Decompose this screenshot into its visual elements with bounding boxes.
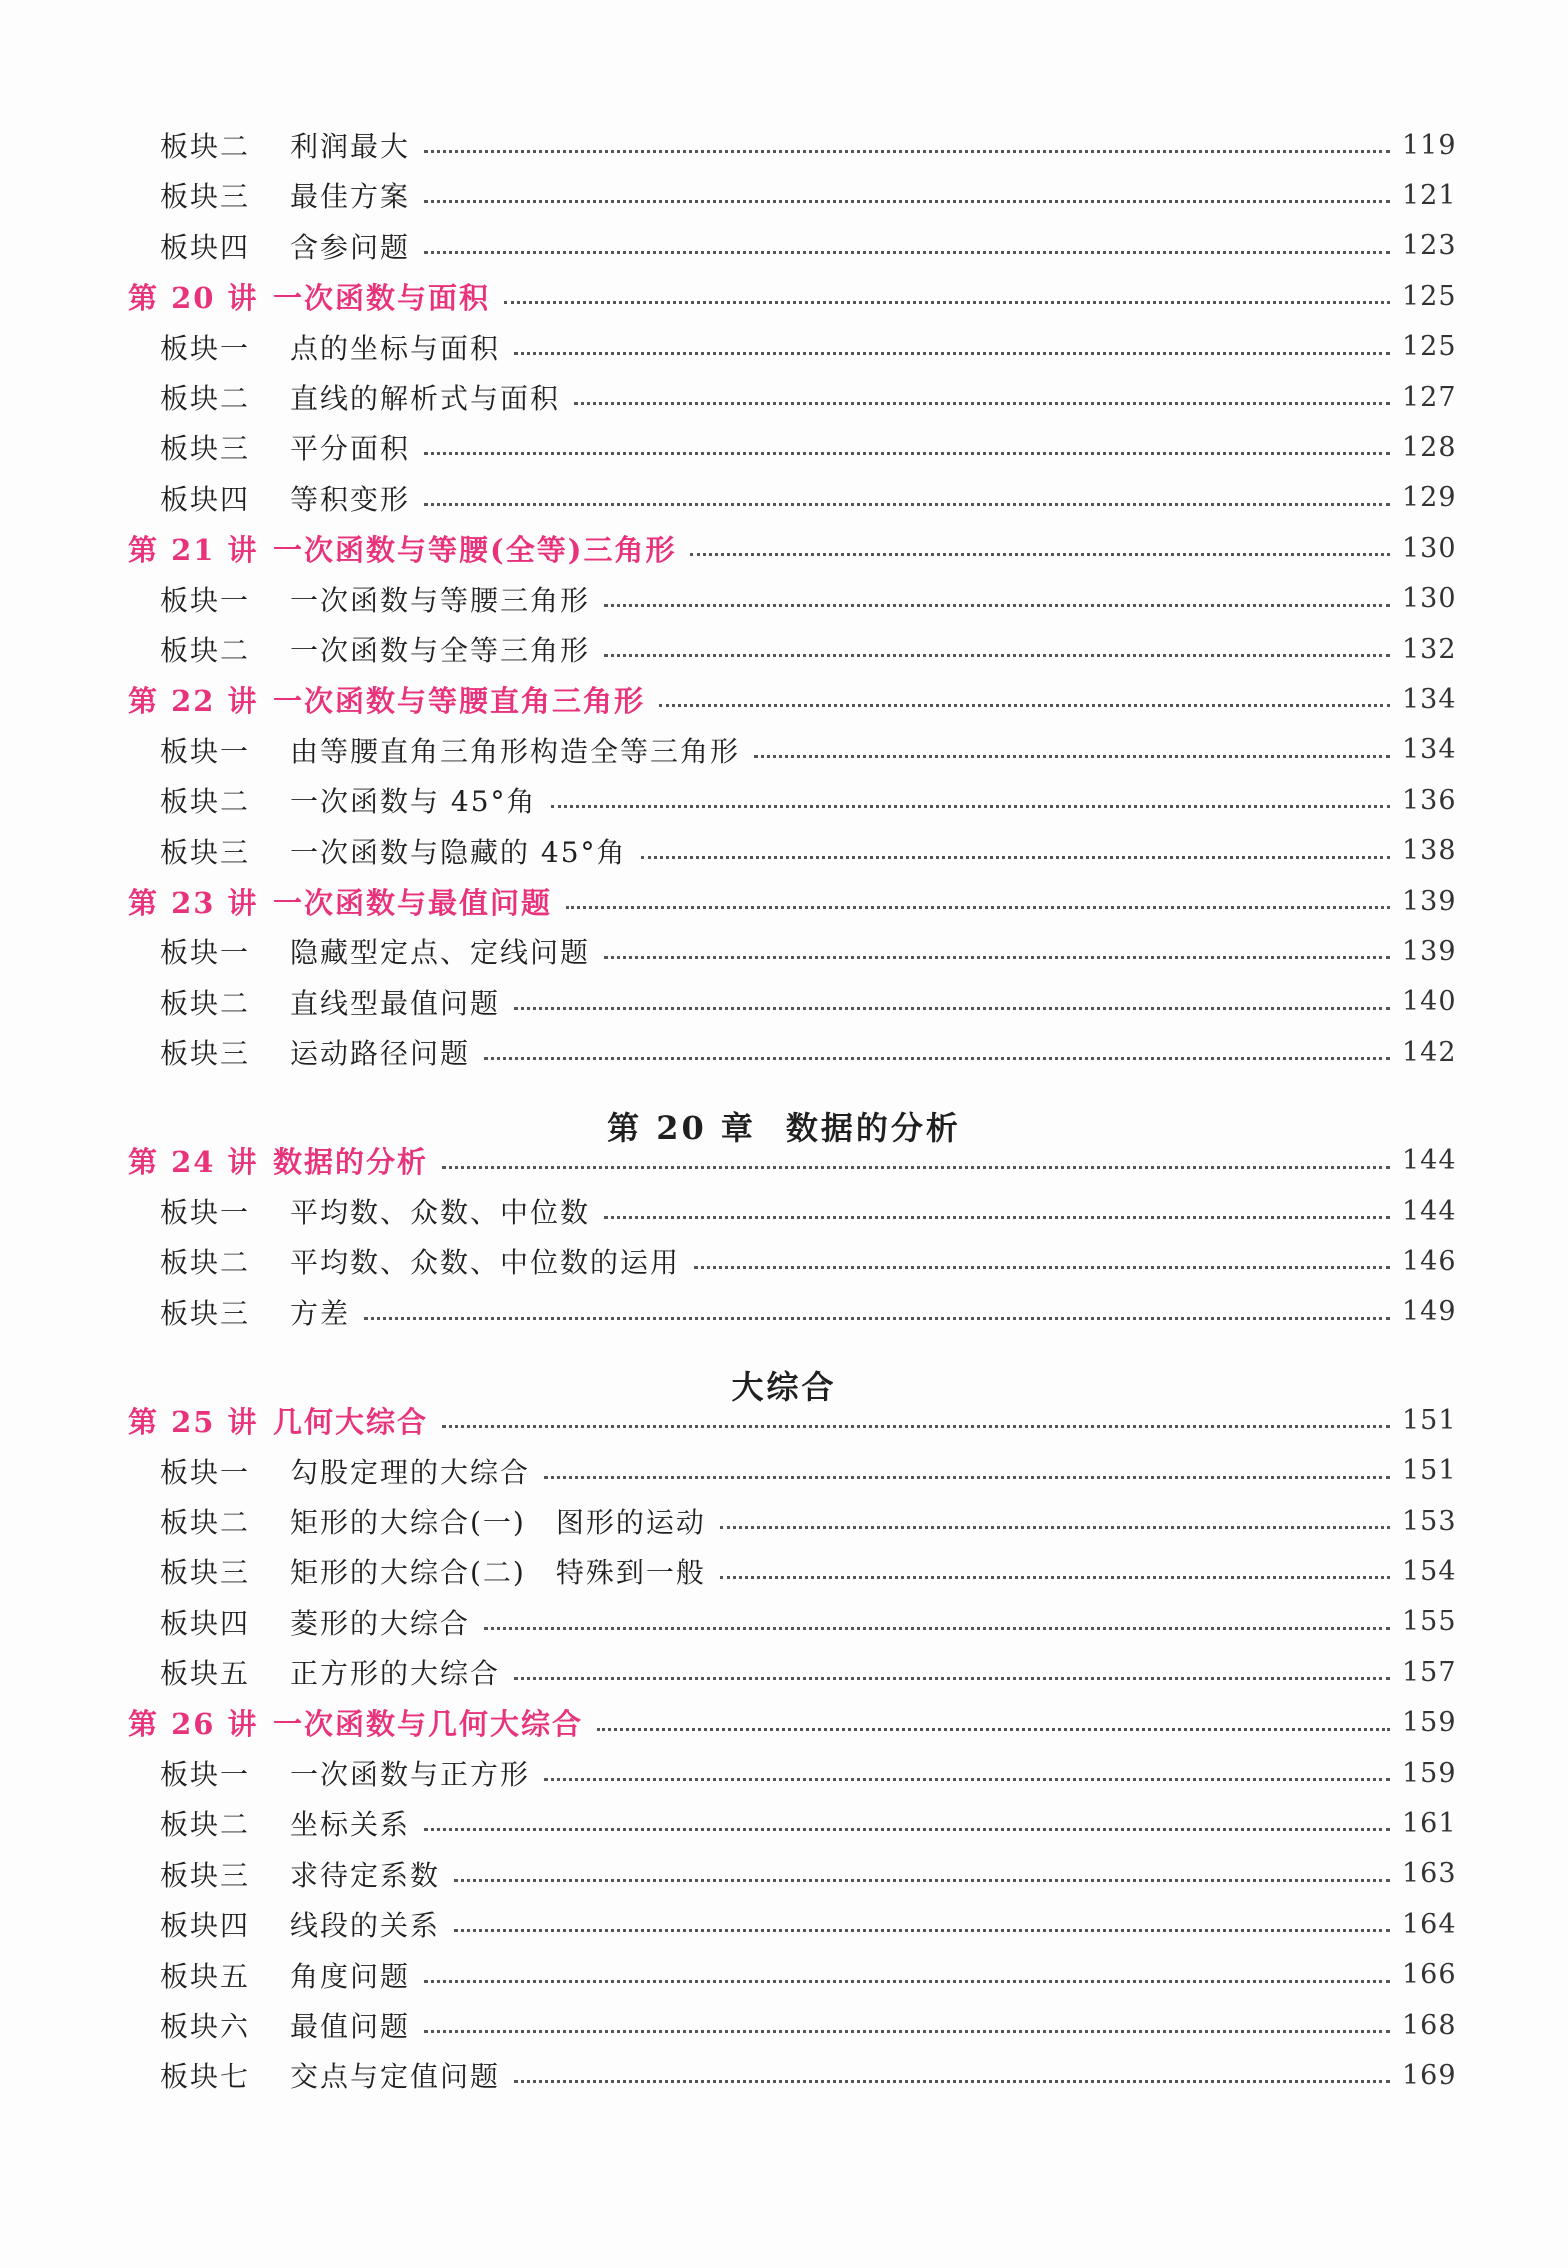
toc-entry-title: 平均数、众数、中位数的运用 [290,1246,681,1280]
toc-entry-title: 正方形的大综合 [290,1657,501,1691]
leader-dots [454,1877,1390,1882]
toc-entry-title: 由等腰直角三角形构造全等三角形 [290,734,741,768]
toc-entry-code: 板块三 [160,1556,251,1590]
leader-dots [604,954,1390,959]
toc-section-row[interactable] [0,725,1568,775]
toc-entry-title: 一次函数与等腰三角形 [290,583,591,617]
leader-dots [604,1214,1390,1219]
toc-entry-title: 坐标关系 [290,1808,411,1842]
leader-dots [641,854,1390,859]
toc-section-row[interactable] [0,1236,1568,1286]
toc-section-row[interactable] [0,322,1568,372]
toc-page-number: 153 [1402,1505,1457,1537]
toc-entry-title: 直线的解析式与面积 [290,382,561,415]
toc-page-number: 168 [1402,2009,1457,2041]
toc-section-row[interactable] [0,624,1568,674]
toc-page-number: 130 [1402,532,1457,564]
toc-entry-title: 隐藏型定点、定线问题 [290,936,591,970]
toc-page-number: 144 [1402,1195,1457,1227]
toc-entry-code: 板块一 [160,1455,251,1489]
toc-entry-code: 板块二 [160,785,251,819]
toc-section-row[interactable] [0,221,1568,271]
toc-page-number: 128 [1402,431,1457,463]
leader-dots [424,148,1390,153]
leader-dots [424,1826,1390,1831]
toc-section-row[interactable] [0,826,1568,876]
toc-entry-code: 板块三 [160,835,251,869]
toc-section-row[interactable] [0,1849,1568,1899]
toc-entry-code: 板块四 [160,1909,251,1943]
leader-dots [551,803,1390,808]
toc-entry-code: 板块二 [160,634,251,667]
toc-entry-code: 板块一 [160,1196,251,1229]
leader-dots [694,1264,1390,1269]
toc-entry-title: 数据的分析 [273,1145,429,1180]
leader-dots [544,1474,1390,1479]
toc-entry-title: 利润最大 [290,130,411,163]
toc-page-number: 134 [1402,734,1457,766]
leader-dots [364,1315,1390,1320]
toc-page-number: 169 [1402,2059,1457,2091]
toc-entry-code: 板块一 [160,734,251,768]
toc-lecture-row[interactable] [0,1136,1568,1186]
toc-section-row[interactable] [0,1287,1568,1337]
toc-entry-code: 板块二 [160,382,251,415]
toc-section-row[interactable] [0,574,1568,624]
toc-entry-title: 一次函数与等腰直角三角形 [273,683,646,718]
toc-entry-title: 平分面积 [290,432,411,466]
toc-entry-title: 一次函数与等腰(全等)三角形 [273,532,677,567]
toc-entry-code: 板块二 [160,986,251,1020]
leader-dots [514,1005,1390,1010]
toc-page-number: 125 [1402,331,1457,363]
toc-page-number: 151 [1402,1455,1457,1487]
toc-entry-code: 板块二 [160,130,251,163]
leader-dots [604,652,1390,657]
leader-dots [424,249,1390,254]
toc-entry-title: 矩形的大综合(一) 图形的运动 [290,1506,706,1539]
leader-dots [454,1927,1390,1932]
leader-dots [504,299,1390,304]
toc-page-number: 142 [1402,1036,1457,1068]
toc-section-row[interactable] [0,120,1568,170]
chapter-heading-left: 大综合 [731,1368,837,1407]
leader-dots [659,702,1390,707]
toc-section-row[interactable] [0,422,1568,472]
toc-entry-title: 求待定系数 [290,1858,441,1892]
toc-entry-title: 勾股定理的大综合 [290,1455,531,1489]
toc-entry-code: 板块三 [160,1037,251,1071]
toc-entry-title: 几何大综合 [273,1404,429,1439]
toc-entry-code: 板块五 [160,1959,251,1993]
toc-entry-code: 板块二 [160,1246,251,1280]
toc-entry-code: 板块一 [160,936,251,970]
toc-entry-code: 板块一 [160,583,251,617]
toc-lecture-row[interactable] [0,1395,1568,1445]
toc-entry-code: 板块二 [160,1506,251,1539]
toc-page-number: 140 [1402,986,1457,1018]
toc-entry-title: 一次函数与面积 [273,280,491,315]
leader-dots [597,1726,1390,1731]
toc-entry-code: 板块一 [160,1758,251,1791]
toc-entry-title: 直线型最值问题 [290,986,501,1020]
toc-section-row[interactable] [0,1496,1568,1546]
toc-entry-title: 最佳方案 [290,180,411,214]
toc-entry-code: 板块三 [160,432,251,466]
toc-section-row[interactable] [0,1748,1568,1798]
toc-entry-code: 板块三 [160,180,251,214]
toc-page-number: 146 [1402,1245,1457,1277]
leader-dots [514,2078,1390,2083]
toc-entry-code: 第 21 讲 [128,532,259,567]
toc-entry-title: 交点与定值问题 [290,2060,501,2094]
toc-entry-code: 板块四 [160,230,251,264]
toc-section-row[interactable] [0,1950,1568,2000]
toc-lecture-row[interactable] [0,1698,1568,1748]
toc-entry-title: 一次函数与几何大综合 [273,1707,584,1742]
toc-page-number: 123 [1402,230,1457,262]
leader-dots [514,1675,1390,1680]
toc-entry-title: 菱形的大综合 [290,1606,471,1640]
toc-page-number: 127 [1402,381,1457,413]
toc-entry-title: 一次函数与正方形 [290,1758,531,1791]
toc-section-row[interactable] [0,1899,1568,1949]
toc-entry-title: 一次函数与全等三角形 [290,634,591,667]
leader-dots [574,400,1390,405]
toc-entry-code: 第 26 讲 [128,1707,259,1742]
toc-entry-title: 一次函数与 45°角 [290,785,537,819]
toc-page-number: 121 [1402,179,1457,211]
leader-dots [514,350,1390,355]
toc-page-number: 134 [1402,683,1457,715]
toc-page-number: 149 [1402,1296,1457,1328]
toc-section-row[interactable] [0,775,1568,825]
toc-entry-code: 第 22 讲 [128,683,259,718]
toc-entry-code: 板块七 [160,2060,251,2094]
leader-dots [720,1524,1390,1529]
leader-dots [442,1423,1390,1428]
toc-entry-code: 板块三 [160,1858,251,1892]
toc-entry-code: 板块五 [160,1657,251,1691]
toc-section-row[interactable] [0,1798,1568,1848]
leader-dots [754,753,1390,758]
toc-page-number: 157 [1402,1656,1457,1688]
toc-entry-code: 第 25 讲 [128,1404,259,1439]
toc-page-number: 159 [1402,1757,1457,1789]
toc-page-number: 138 [1402,835,1457,867]
toc-entry-title: 等积变形 [290,482,411,516]
leader-dots [484,1625,1390,1630]
toc-entry-title: 含参问题 [290,230,411,264]
toc-entry-code: 板块六 [160,2010,251,2043]
toc-lecture-row[interactable] [0,876,1568,926]
toc-lecture-row[interactable] [0,674,1568,724]
leader-dots [720,1574,1390,1579]
toc-entry-title: 最值问题 [290,2010,411,2043]
toc-page-number: 132 [1402,633,1457,665]
toc-section-row[interactable] [0,2050,1568,2100]
toc-entry-code: 板块一 [160,331,251,365]
leader-dots [424,198,1390,203]
toc-entry-code: 板块二 [160,1808,251,1842]
leader-dots [424,450,1390,455]
toc-page-number: 164 [1402,1908,1457,1940]
leader-dots [604,602,1390,607]
toc-page-number: 161 [1402,1807,1457,1839]
toc-page-number: 129 [1402,482,1457,514]
toc-section-row[interactable] [0,1546,1568,1596]
toc-entry-code: 第 20 讲 [128,280,259,315]
toc-lecture-row[interactable] [0,523,1568,573]
toc-entry-title: 线段的关系 [290,1909,441,1943]
toc-entry-code: 第 23 讲 [128,885,259,920]
toc-entry-title: 角度问题 [290,1959,411,1993]
toc-section-row[interactable] [0,1597,1568,1647]
toc-page-number: 139 [1402,885,1457,917]
toc-section-row[interactable] [0,926,1568,976]
toc-page-number: 159 [1402,1707,1457,1739]
toc-entry-title: 点的坐标与面积 [290,331,501,365]
chapter-heading-right: 数据的分析 [785,1108,961,1147]
leader-dots [424,501,1390,506]
toc-section-row[interactable] [0,170,1568,220]
toc-page-number: 130 [1402,583,1457,615]
toc-page-number: 144 [1402,1145,1457,1177]
leader-dots [690,551,1390,556]
toc-entry-title: 运动路径问题 [290,1037,471,1071]
toc-entry-code: 板块四 [160,1606,251,1640]
toc-entry-code: 板块三 [160,1296,251,1330]
toc-entry-code: 板块四 [160,482,251,516]
toc-section-row[interactable] [0,372,1568,422]
toc-section-row[interactable] [0,473,1568,523]
toc-section-row[interactable] [0,2000,1568,2050]
toc-section-row[interactable] [0,977,1568,1027]
leader-dots [566,904,1390,909]
toc-entry-title: 一次函数与隐藏的 45°角 [290,835,627,869]
toc-section-row[interactable] [0,1446,1568,1496]
toc-section-row[interactable] [0,1186,1568,1236]
leader-dots [544,1776,1390,1781]
toc-page-number: 155 [1402,1606,1457,1638]
toc-page-number: 139 [1402,935,1457,967]
leader-dots [484,1055,1390,1060]
toc-entry-code: 第 24 讲 [128,1145,259,1180]
toc-entry-title: 一次函数与最值问题 [273,885,553,920]
toc-section-row[interactable] [0,1647,1568,1697]
toc-lecture-row[interactable] [0,271,1568,321]
toc-entry-title: 平均数、众数、中位数 [290,1196,591,1229]
toc-entry-title: 方差 [290,1296,351,1330]
leader-dots [442,1164,1390,1169]
toc-page-number: 151 [1402,1404,1457,1436]
toc-entry-title: 矩形的大综合(二) 特殊到一般 [290,1556,706,1590]
toc-page-number: 166 [1402,1959,1457,1991]
toc-page-number: 119 [1402,129,1457,161]
leader-dots [424,1978,1390,1983]
toc-page-number: 154 [1402,1555,1457,1587]
chapter-heading-left: 第 20 章 [607,1108,756,1147]
toc-page-number: 125 [1402,280,1457,312]
toc-page-number: 136 [1402,784,1457,816]
leader-dots [424,2028,1390,2033]
toc-section-row[interactable] [0,1027,1568,1077]
toc-page-number: 163 [1402,1858,1457,1890]
